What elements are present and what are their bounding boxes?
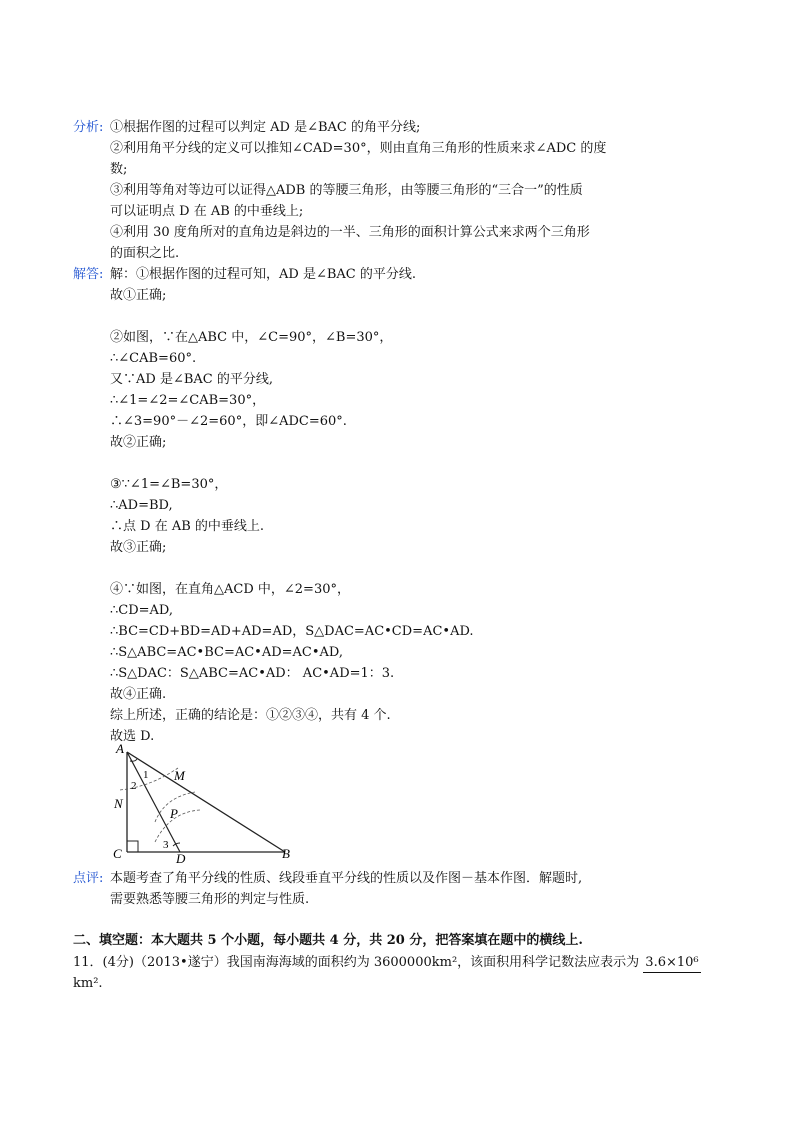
solution-line: ∴∠3=90°－∠2=60°，即∠ADC=60°. [110, 414, 347, 429]
analysis-line: 数; [110, 162, 128, 177]
solution-line: ∴S△ABC=AC•BC=AC•AD=AC•AD, [110, 645, 344, 660]
point-label-a: A [116, 742, 124, 756]
solution-line: ∴BC=CD+BD=AD+AD=AD，S△DAC=AC•CD=AC•AD. [110, 624, 474, 639]
review-label: 点评: [73, 871, 104, 886]
solution-line: ④∵如图，在直角△ACD 中，∠2=30°， [110, 582, 350, 597]
solution-line: ③∵∠1=∠B=30°， [110, 477, 228, 492]
solution-line: ∴∠1=∠2=∠CAB=30°， [110, 393, 266, 408]
review-line: 需要熟悉等腰三角形的判定与性质. [110, 892, 310, 907]
solution-line: 故③正确; [110, 540, 167, 555]
angle-label-3: 3 [163, 839, 169, 851]
solution-label: 解答: [73, 267, 104, 282]
analysis-line: ④利用 30 度角所对的直角边是斜边的一半、三角形的面积计算公式来求两个三角形 [110, 225, 590, 240]
solution-line: 又∵AD 是∠BAC 的平分线, [110, 372, 273, 387]
section-title: 二、填空题：本大题共 5 个小题，每小题共 4 分，共 20 分，把答案填在题中的横线上. [73, 933, 583, 948]
solution-line: ∴点 D 在 AB 的中垂线上. [110, 519, 265, 534]
question-unit: km². [73, 976, 103, 991]
review-line: 本题考查了角平分线的性质、线段垂直平分线的性质以及作图－基本作图．解题时, [110, 871, 583, 886]
solution-line: 故选 D. [110, 729, 155, 744]
solution-line: ②如图，∵在△ABC 中，∠C=90°，∠B=30°， [110, 330, 393, 345]
angle-label-1: 1 [143, 769, 149, 781]
question-text: 11．(4分)（2013•遂宁）我国南海海域的面积约为 3600000km²，该面积用科学记数法应表示为 [73, 955, 640, 970]
solution-line: 故①正确; [110, 288, 167, 303]
solution-line: ∴AD=BD, [110, 498, 173, 513]
solution-first: 解：①根据作图的过程可知，AD 是∠BAC 的平分线. [110, 267, 416, 282]
solution-line: ∴CD=AD, [110, 603, 174, 618]
angle-label-2: 2 [131, 780, 137, 792]
solution-line: 故②正确; [110, 435, 167, 450]
point-label-n: N [114, 796, 123, 811]
answer-blank: 3.6×10⁶ [643, 954, 700, 973]
question-11 [73, 954, 701, 973]
solution-line: ∴S△DAC：S△ABC=AC•AD： AC•AD=1：3. [110, 666, 395, 681]
triangle-diagram [110, 742, 300, 864]
segment-ad [127, 752, 180, 852]
solution-line: 故④正确. [110, 687, 167, 702]
solution-line: ∴∠CAB=60°. [110, 351, 197, 366]
point-label-c: C [113, 846, 122, 861]
analysis-label: 分析: [73, 120, 104, 135]
analysis-line: ①根据作图的过程可以判定 AD 是∠BAC 的角平分线; [110, 120, 421, 135]
point-label-b: B [282, 846, 290, 861]
solution-line: 综上所述，正确的结论是：①②③④，共有 4 个. [110, 708, 391, 723]
analysis-line: 可以证明点 D 在 AB 的中垂线上; [110, 204, 304, 219]
point-label-d: D [176, 851, 186, 864]
segment-ab [127, 752, 285, 852]
point-label-m: M [174, 768, 185, 783]
analysis-line: 的面积之比. [110, 246, 180, 261]
analysis-line: ②利用角平分线的定义可以推知∠CAD=30°，则由直角三角形的性质来求∠ADC 的度 [110, 141, 607, 156]
right-angle-mark [127, 841, 138, 852]
analysis-line: ③利用等角对等边可以证得△ADB 的等腰三角形，由等腰三角形的“三合一”的性质 [110, 183, 583, 198]
point-label-p: P [170, 806, 178, 821]
